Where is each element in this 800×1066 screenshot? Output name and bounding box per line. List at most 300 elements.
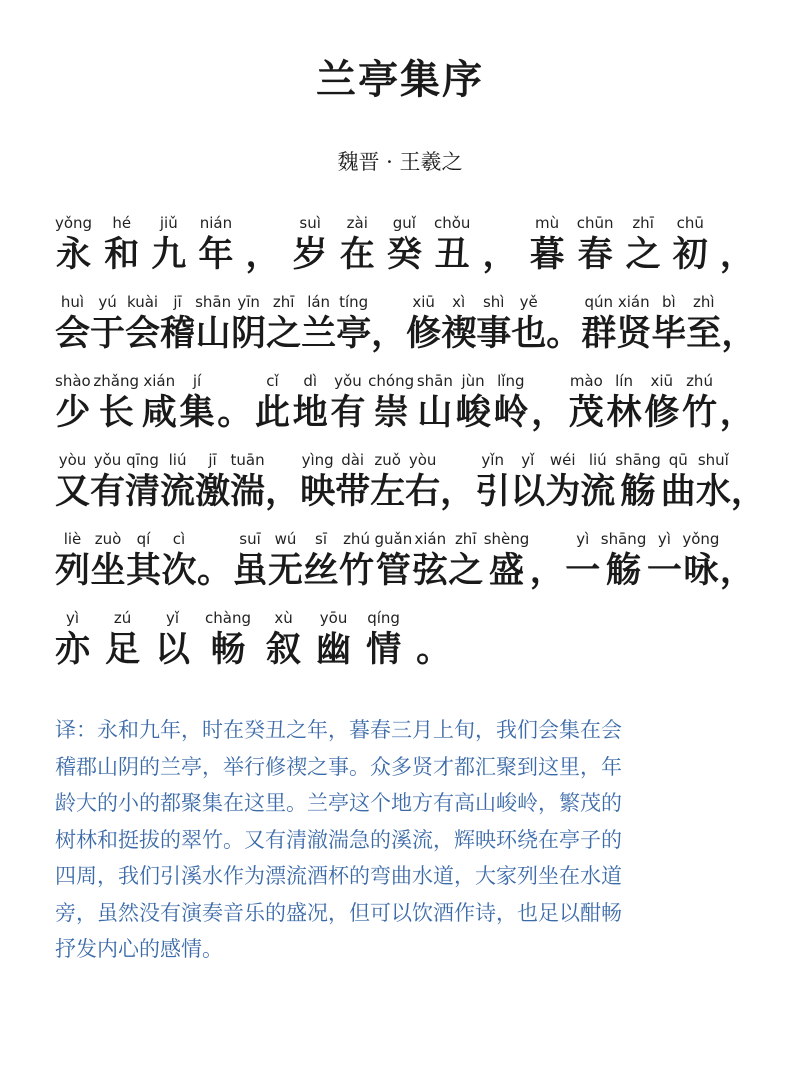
character-with-pinyin (387, 213, 422, 277)
pinyin: tíng (339, 293, 369, 311)
hanzi: 兰 (301, 313, 337, 354)
character-with-pinyin (673, 213, 708, 277)
punctuation-mark: 。 (546, 313, 582, 354)
hanzi: 盛 (489, 550, 525, 591)
character-with-pinyin (293, 371, 328, 435)
hanzi: 清 (125, 471, 161, 512)
hanzi: 足 (105, 629, 141, 670)
character-with-pinyin (151, 213, 186, 277)
character-with-pinyin (405, 450, 440, 514)
punctuation-mark: ， (719, 550, 755, 591)
character-with-pinyin (104, 213, 139, 277)
punctuation (265, 450, 300, 514)
hanzi: 九 (151, 234, 187, 275)
character-with-pinyin (686, 292, 721, 356)
hanzi: 右 (405, 471, 441, 512)
character-with-pinyin (55, 371, 91, 435)
character-with-pinyin (233, 529, 268, 593)
translation-line: 树林和挺拔的翠竹。又有清澈湍急的溪流，辉映环绕在亭子的 (55, 827, 622, 852)
hanzi: 春 (577, 234, 613, 275)
pinyin: liú (588, 451, 607, 469)
character-with-pinyin (406, 292, 441, 356)
character-with-pinyin (647, 529, 682, 593)
character-with-pinyin (484, 529, 530, 593)
character-with-pinyin (644, 371, 679, 435)
pinyin: wú (274, 530, 297, 548)
character-with-pinyin (301, 292, 336, 356)
punctuation-mark: ， (721, 313, 757, 354)
pinyin: yǒng (55, 214, 93, 232)
hanzi: 水 (695, 471, 731, 512)
pinyin: zhǎng (93, 372, 140, 390)
pinyin: qíng (367, 609, 400, 627)
pinyin: nián (199, 214, 233, 232)
punctuation-mark: ， (245, 234, 281, 275)
pinyin: xiū (650, 372, 674, 390)
character-with-pinyin (195, 292, 231, 356)
punctuation (197, 529, 232, 593)
pinyin: shào (55, 372, 91, 390)
hanzi: 坐 (90, 550, 126, 591)
hanzi: 阴 (231, 313, 267, 354)
pinyin: zhú (686, 372, 713, 390)
pinyin: zuò (94, 530, 122, 548)
character-with-pinyin (580, 450, 615, 514)
translation-line: 龄大的小的都聚集在这里。兰亭这个地方有高山峻岭，繁茂的 (55, 791, 622, 815)
hanzi: 左 (370, 471, 406, 512)
pinyin: shān (195, 293, 232, 311)
punctuation (720, 371, 755, 435)
hanzi: 觞 (606, 550, 642, 591)
pinyin: yǒu (334, 372, 362, 390)
character-with-pinyin (607, 371, 642, 435)
character-with-pinyin (91, 529, 126, 593)
character-with-pinyin (55, 529, 90, 593)
character-with-pinyin (530, 213, 565, 277)
hanzi: 觞 (620, 471, 656, 512)
punctuation-mark: ， (440, 471, 476, 512)
hanzi: 咸 (141, 392, 177, 433)
pinyin: mù (535, 214, 560, 232)
hanzi: 和 (104, 234, 140, 275)
hanzi: 地 (292, 392, 328, 433)
punctuation (531, 371, 566, 435)
pinyin: huì (60, 293, 85, 311)
poem-title: 兰亭集序 (316, 56, 484, 103)
character-with-pinyin (366, 608, 401, 672)
hanzi: 畅 (210, 629, 246, 670)
pinyin: cǐ (266, 372, 279, 390)
character-with-pinyin (565, 529, 600, 593)
hanzi: 毕 (651, 313, 687, 354)
punctuation (217, 371, 252, 435)
punctuation-mark: ， (719, 392, 755, 433)
hanzi: 咏 (683, 550, 719, 591)
character-with-pinyin (304, 529, 339, 593)
punctuation (371, 292, 406, 356)
punctuation (731, 450, 766, 514)
poem-line (55, 198, 755, 277)
character-with-pinyin (615, 450, 661, 514)
punctuation (721, 292, 756, 356)
hanzi: 湍 (230, 471, 266, 512)
character-with-pinyin (340, 213, 375, 277)
hanzi: 丑 (434, 234, 470, 275)
character-with-pinyin (493, 371, 528, 435)
hanzi: 带 (335, 471, 371, 512)
character-with-pinyin (375, 529, 413, 593)
hanzi: 事 (476, 313, 512, 354)
hanzi: 之 (448, 550, 484, 591)
character-with-pinyin (160, 292, 195, 356)
pinyin: shuǐ (697, 451, 729, 469)
pinyin: shì (482, 293, 505, 311)
character-with-pinyin (413, 529, 448, 593)
pinyin: zhì (693, 293, 715, 311)
character-with-pinyin (231, 292, 266, 356)
character-with-pinyin (651, 292, 686, 356)
hanzi: 长 (98, 392, 134, 433)
pinyin: yǒng (682, 530, 720, 548)
character-with-pinyin (368, 371, 414, 435)
character-with-pinyin (448, 529, 483, 593)
pinyin: jí (192, 372, 202, 390)
hanzi: 叙 (266, 629, 302, 670)
hanzi: 以 (510, 471, 546, 512)
poem-line (55, 514, 755, 593)
hanzi: 有 (330, 392, 366, 433)
character-with-pinyin (545, 450, 580, 514)
character-with-pinyin (155, 608, 190, 672)
hanzi: 虽 (232, 550, 268, 591)
pinyin: jī (208, 451, 217, 469)
punctuation-mark: ， (529, 550, 565, 591)
pinyin: shèng (483, 530, 530, 548)
pinyin: xián (143, 372, 176, 390)
character-with-pinyin (434, 213, 470, 277)
poem-line (55, 435, 766, 514)
hanzi: 暮 (529, 234, 565, 275)
hanzi: 山 (195, 313, 231, 354)
pinyin: jùn (461, 372, 485, 390)
hanzi: 一 (646, 550, 682, 591)
character-with-pinyin (417, 371, 453, 435)
pinyin: zhī (454, 530, 477, 548)
pinyin: yòu (58, 451, 87, 469)
pinyin: xù (274, 609, 293, 627)
translation-line: 抒发内心的感情。 (55, 937, 223, 961)
pinyin: shāng (615, 451, 661, 469)
pinyin: yǐ (166, 609, 180, 627)
hanzi: 年 (198, 234, 234, 275)
punctuation-mark: ， (719, 234, 755, 275)
punctuation-mark: ， (265, 471, 301, 512)
pinyin: xián (414, 530, 447, 548)
hanzi: 情 (366, 629, 402, 670)
pinyin: tuān (230, 451, 265, 469)
hanzi: 禊 (441, 313, 477, 354)
character-with-pinyin (626, 213, 661, 277)
hanzi: 又 (55, 471, 91, 512)
hanzi: 列 (55, 550, 91, 591)
pinyin: chūn (576, 214, 614, 232)
character-with-pinyin (90, 450, 125, 514)
punctuation (546, 292, 581, 356)
character-with-pinyin (316, 608, 351, 672)
punctuation (720, 529, 755, 593)
character-with-pinyin (266, 608, 301, 672)
punctuation-mark: 。 (197, 550, 233, 591)
hanzi: 集 (179, 392, 215, 433)
punctuation (440, 450, 475, 514)
character-with-pinyin (293, 213, 328, 277)
hanzi: 少 (55, 392, 91, 433)
character-with-pinyin (55, 450, 90, 514)
pinyin: zài (346, 214, 368, 232)
punctuation-mark: 。 (416, 629, 452, 670)
character-with-pinyin (179, 371, 214, 435)
pinyin: guǐ (392, 214, 416, 232)
hanzi: 山 (417, 392, 453, 433)
punctuation (530, 529, 565, 593)
translation-block (55, 712, 755, 968)
hanzi: 林 (606, 392, 642, 433)
character-with-pinyin (105, 608, 140, 672)
hanzi: 会 (55, 313, 91, 354)
hanzi: 岁 (292, 234, 328, 275)
hanzi: 在 (339, 234, 375, 275)
pinyin: zhī (272, 293, 295, 311)
hanzi: 有 (90, 471, 126, 512)
pinyin: yì (657, 530, 671, 548)
pinyin: qún (584, 293, 614, 311)
character-with-pinyin (55, 292, 90, 356)
poem-line (55, 593, 755, 672)
pinyin: zhī (632, 214, 654, 232)
character-with-pinyin (370, 450, 405, 514)
pinyin: bì (661, 293, 676, 311)
hanzi: 崇 (373, 392, 409, 433)
punctuation (246, 213, 281, 277)
hanzi: 贤 (616, 313, 652, 354)
character-with-pinyin (162, 529, 197, 593)
poem-body (55, 198, 766, 672)
pinyin: yīn (237, 293, 260, 311)
hanzi: 稽 (160, 313, 196, 354)
punctuation (720, 213, 755, 277)
character-with-pinyin (142, 371, 177, 435)
hanzi: 幽 (316, 629, 352, 670)
hanzi: 永 (56, 234, 92, 275)
character-with-pinyin (255, 371, 290, 435)
pinyin: lán (307, 293, 331, 311)
hanzi: 亭 (336, 313, 372, 354)
pinyin: chóng (368, 372, 415, 390)
pinyin: zuǒ (374, 451, 401, 469)
hanzi: 此 (254, 392, 290, 433)
character-with-pinyin (682, 371, 717, 435)
pinyin: yōu (319, 609, 348, 627)
pinyin: xì (452, 293, 466, 311)
character-with-pinyin (476, 292, 511, 356)
pinyin: qū (668, 451, 688, 469)
pinyin: chǒu (433, 214, 471, 232)
translation-line: 译：永和九年，时在癸丑之年，暮春三月上旬，我们会集在会 (55, 718, 622, 742)
character-with-pinyin (339, 529, 374, 593)
pinyin: sī (315, 530, 327, 548)
pinyin: dì (303, 372, 318, 390)
hanzi: 癸 (386, 234, 422, 275)
character-with-pinyin (300, 450, 335, 514)
pinyin: suì (299, 214, 321, 232)
pinyin: yǐn (481, 451, 504, 469)
character-with-pinyin (577, 213, 614, 277)
hanzi: 茂 (568, 392, 604, 433)
punctuation-mark: ， (371, 313, 407, 354)
character-with-pinyin (93, 371, 139, 435)
character-with-pinyin (205, 608, 251, 672)
pinyin: yòu (408, 451, 437, 469)
character-with-pinyin (230, 450, 265, 514)
character-with-pinyin (616, 292, 651, 356)
hanzi: 曲 (660, 471, 696, 512)
pinyin: cì (172, 530, 186, 548)
translation-line: 四周，我们引溪水作为漂流酒杯的弯曲水道，大家列坐在水道 (55, 864, 622, 888)
hanzi: 以 (155, 629, 191, 670)
character-with-pinyin (661, 450, 696, 514)
hanzi: 管 (375, 550, 411, 591)
hanzi: 映 (300, 471, 336, 512)
poem-line (55, 356, 755, 435)
hanzi: 群 (581, 313, 617, 354)
pinyin: yì (576, 530, 590, 548)
hanzi: 其 (126, 550, 162, 591)
pinyin: yú (98, 293, 117, 311)
pinyin: yì (65, 609, 80, 627)
pinyin: yě (519, 293, 538, 311)
character-with-pinyin (266, 292, 301, 356)
character-with-pinyin (55, 608, 90, 672)
poem-author: 魏晋 · 王羲之 (337, 150, 463, 174)
character-with-pinyin (682, 529, 719, 593)
pinyin: mào (569, 372, 603, 390)
hanzi: 引 (475, 471, 511, 512)
hanzi: 初 (672, 234, 708, 275)
pinyin: xiū (412, 293, 435, 311)
character-with-pinyin (569, 371, 604, 435)
pinyin: dài (341, 451, 365, 469)
hanzi: 至 (686, 313, 722, 354)
hanzi: 无 (268, 550, 304, 591)
hanzi: 于 (90, 313, 126, 354)
pinyin: kuài (126, 293, 159, 311)
character-with-pinyin (696, 450, 731, 514)
hanzi: 次 (161, 550, 197, 591)
pinyin: zhú (343, 530, 370, 548)
hanzi: 丝 (303, 550, 339, 591)
character-with-pinyin (456, 371, 491, 435)
hanzi: 流 (580, 471, 616, 512)
pinyin: jiǔ (159, 214, 178, 232)
character-with-pinyin (268, 529, 303, 593)
pinyin: yǒu (93, 451, 122, 469)
character-with-pinyin (55, 213, 92, 277)
character-with-pinyin (510, 450, 545, 514)
hanzi: 竹 (682, 392, 718, 433)
character-with-pinyin (335, 450, 370, 514)
hanzi: 弦 (412, 550, 448, 591)
hanzi: 之 (266, 313, 302, 354)
character-with-pinyin (475, 450, 510, 514)
hanzi: 也 (511, 313, 547, 354)
pinyin: chàng (205, 609, 252, 627)
punctuation-mark: 。 (217, 392, 253, 433)
hanzi: 会 (125, 313, 161, 354)
pinyin: lǐng (497, 372, 525, 390)
pinyin: shān (416, 372, 453, 390)
hanzi: 竹 (339, 550, 375, 591)
character-with-pinyin (125, 450, 160, 514)
punctuation (483, 213, 518, 277)
character-with-pinyin (195, 450, 230, 514)
hanzi: 修 (406, 313, 442, 354)
poem-line (55, 277, 755, 356)
pinyin: liú (168, 451, 187, 469)
pinyin: zú (113, 609, 132, 627)
pinyin: jī (173, 293, 182, 311)
punctuation (416, 608, 451, 672)
hanzi: 之 (625, 234, 661, 275)
pinyin: guǎn (374, 530, 413, 548)
pinyin: suī (239, 530, 261, 548)
character-with-pinyin (126, 529, 161, 593)
pinyin: yìng (301, 451, 334, 469)
pinyin: shāng (600, 530, 647, 548)
pinyin: yǐ (521, 451, 535, 469)
pinyin: chū (676, 214, 704, 232)
pinyin: hé (112, 214, 132, 232)
punctuation-mark: ， (482, 234, 518, 275)
pinyin: xián (617, 293, 650, 311)
hanzi: 峻 (455, 392, 491, 433)
character-with-pinyin (601, 529, 647, 593)
hanzi: 为 (545, 471, 581, 512)
character-with-pinyin (160, 450, 195, 514)
pinyin: lín (615, 372, 633, 390)
character-with-pinyin (198, 213, 233, 277)
character-with-pinyin (511, 292, 546, 356)
translation-line: 旁，虽然没有演奏音乐的盛况，但可以饮酒作诗，也足以酣畅 (55, 900, 622, 925)
character-with-pinyin (336, 292, 371, 356)
hanzi: 流 (160, 471, 196, 512)
character-with-pinyin (330, 371, 365, 435)
pinyin: liè (63, 530, 82, 548)
pinyin: wéi (549, 451, 576, 469)
punctuation-mark: ， (531, 392, 567, 433)
punctuation-mark: ， (730, 471, 766, 512)
pinyin: qīng (126, 451, 159, 469)
character-with-pinyin (441, 292, 476, 356)
translation-line: 稽郡山阴的兰亭，举行修禊之事。众多贤才都汇聚到这里，年 (55, 754, 622, 779)
pinyin: qí (136, 530, 151, 548)
hanzi: 激 (195, 471, 231, 512)
character-with-pinyin (581, 292, 616, 356)
hanzi: 一 (565, 550, 601, 591)
character-with-pinyin (125, 292, 160, 356)
hanzi: 岭 (493, 392, 529, 433)
character-with-pinyin (90, 292, 125, 356)
hanzi: 修 (644, 392, 680, 433)
